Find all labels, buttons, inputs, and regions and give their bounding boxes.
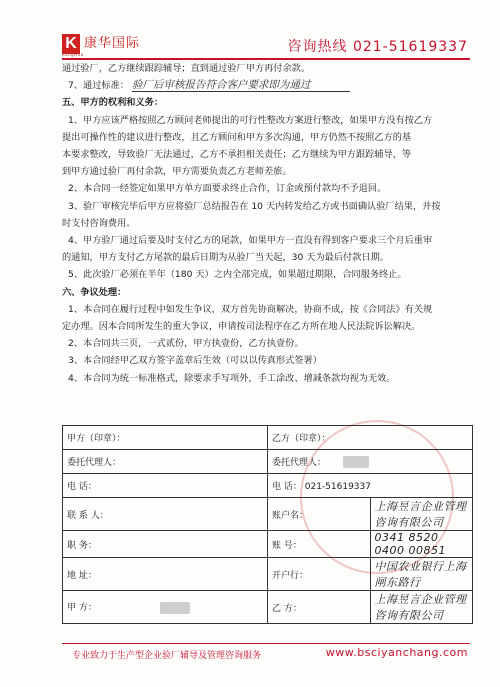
item7-handwritten-value: 验厂后审核报告符合客户要求即为通过 <box>132 79 351 92</box>
s6-1-a: 1、本合同在履行过程中如发生争议，双方首先协商解决，协商不成，按《合同法》有关规 <box>68 303 433 315</box>
party-a-contact-cell: 联 系 人： <box>63 498 268 531</box>
account-number-handwritten: 0341 8520 0400 00851 <box>374 531 446 557</box>
header <box>0 0 500 58</box>
item7-label: 7、通过标准： <box>68 80 129 92</box>
bank-handwritten: 中国农业银行上海闸东路行 <box>374 560 467 589</box>
account-number-value <box>370 531 473 558</box>
s5-4-b: 的通知，甲方支付乙方尾款的最后日期为从验厂当天起，30 天为最后付款日期。 <box>62 252 389 264</box>
table-row <box>63 450 473 474</box>
s5-3-b: 时支付咨询费用。 <box>62 217 136 229</box>
party-b-sign-label: 乙 方： <box>268 591 371 624</box>
s6-4: 4、本合同为统一标准格式，除要求手写项外，手工涂改、增减条款均视为无效。 <box>68 372 396 384</box>
logo <box>62 34 140 54</box>
party-b-phone-value: 021-51619337 <box>304 482 371 492</box>
account-name-value <box>370 498 473 531</box>
footer-slogan: 专业致力于生产型企业验厂辅导及管理咨询服务 <box>72 651 262 661</box>
table-row <box>63 426 473 450</box>
s5-3-a: 3、验厂审核完毕后甲方应将验厂总结报告在 10 天内转发给乙方或书面确认验厂结果，并按 <box>68 200 441 212</box>
s5-2: 2、本合同一经签定如果甲方单方面要求终止合作，订金或预付款均不予退回。 <box>68 183 387 195</box>
party-a-title-cell: 职 务： <box>63 531 268 558</box>
contract-body <box>62 60 482 387</box>
item-7 <box>62 77 482 94</box>
bank-label: 开户行： <box>268 558 371 591</box>
party-a-sign-cell <box>63 591 268 624</box>
table-row <box>63 474 473 498</box>
party-b-seal-cell: 乙方（印章）： <box>268 426 473 450</box>
party-b-sign-value <box>370 591 473 624</box>
logo-name: 康华国际 <box>84 36 141 51</box>
section-6-title: 六、争议处理： <box>62 286 127 298</box>
line-pass-through: 通过验厂，乙方继续跟踪辅导；直到通过验厂甲方再付余款。 <box>62 63 311 74</box>
footer-website: www.bsciyanchang.com <box>325 646 468 659</box>
s5-4-a: 4、甲方验厂通过后要及时支付乙方的尾款，如果甲方一直没有得到客户要求三个月后重审 <box>68 235 433 247</box>
party-a-phone-cell: 电 话： <box>63 474 268 498</box>
s5-1-a: 1、甲方应该严格按照乙方顾问老师提出的可行性整改方案进行整改，如果甲方没有按乙方 <box>68 114 433 126</box>
s5-1-d: 到甲方通过验厂再付余款，甲方需要负责乙方老师差旅。 <box>62 166 292 178</box>
party-b-phone-label: 电 话： <box>272 482 302 492</box>
redacted-block <box>343 456 369 468</box>
account-number-label: 账 号： <box>268 531 371 558</box>
logo-sub: KangHua <box>62 52 84 57</box>
party-a-address-cell: 地 址： <box>63 558 268 591</box>
party-b-handwritten-signature: 上海昱言企业管理咨询有限公司 <box>374 593 467 622</box>
party-b-agent-cell <box>268 450 473 474</box>
table-row <box>63 558 473 591</box>
table-row <box>63 591 473 624</box>
party-a-seal-cell: 甲方（印章）： <box>63 426 268 450</box>
bank-value <box>370 558 473 591</box>
table-row <box>63 498 473 531</box>
s5-5: 5、此次验厂必须在半年（180 天）之内全部完成，如果超过期限，合同服务终止。 <box>68 269 407 281</box>
s5-1-c: 本要求整改，导致验厂无法通过，乙方不承担相关责任；乙方继续为甲方跟踪辅导，等 <box>62 149 412 161</box>
s6-1-b: 定办理。因本合同所发生的重大争议，申请按司法程序在乙方所在地人民法院诉讼解决。 <box>62 321 421 333</box>
s6-2: 2、本合同共三页，一式贰份，甲方执壹份，乙方执壹份。 <box>68 338 304 350</box>
s5-1-b: 提出可操作性的建议进行整改，且乙方顾问和甲方多次沟通，甲方仍然不按照乙方的基 <box>62 131 412 143</box>
party-b-phone-cell <box>268 474 473 498</box>
logo-k-icon: K <box>62 34 80 54</box>
hotline: 咨询热线 021-51619337 <box>287 39 468 55</box>
account-name-handwritten: 上海昱言企业管理咨询有限公司 <box>374 500 467 529</box>
redacted-block <box>160 602 190 614</box>
footer-divider <box>62 643 470 644</box>
party-a-sign-label: 甲 方： <box>67 603 97 614</box>
account-name-label: 账户名： <box>268 498 371 531</box>
party-b-agent-label: 委托代理人： <box>272 457 327 468</box>
signature-table <box>62 425 473 624</box>
table-row <box>63 531 473 558</box>
party-a-agent-cell: 委托代理人： <box>63 450 268 474</box>
section-5-title: 五、甲方的权利和义务： <box>62 97 164 109</box>
s6-3: 3、本合同经甲乙双方签字盖章后生效（可以以传真形式签署） <box>68 355 322 367</box>
